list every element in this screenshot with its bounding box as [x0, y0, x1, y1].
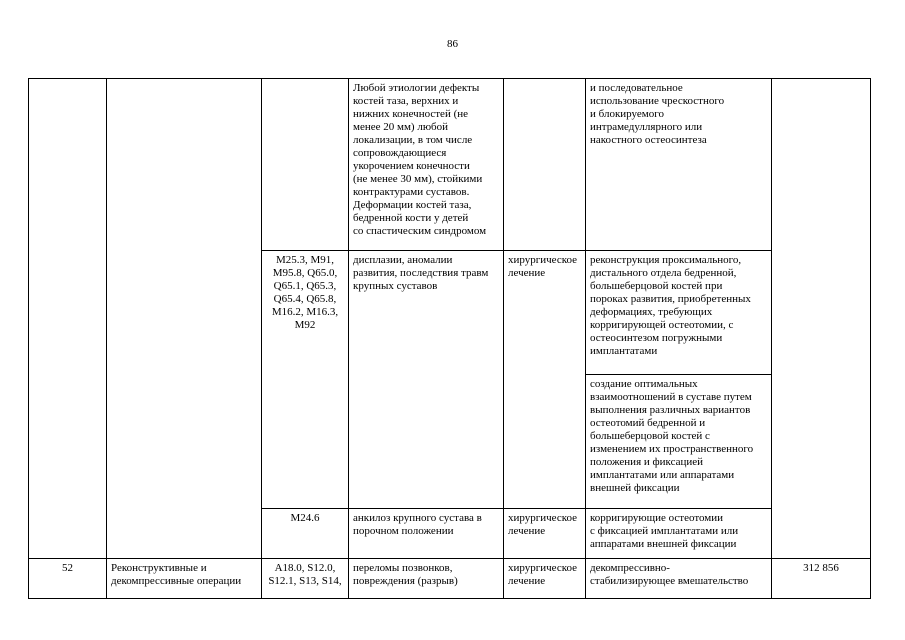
- cell-codes: M25.3, M91, M95.8, Q65.0, Q65.1, Q65.3, Q65.4, Q65.8, M16.2, M16.3, M92: [271, 254, 339, 331]
- cell-condition: переломы позвонков, повреждения (разрыв): [353, 562, 458, 587]
- cell-number: 52: [62, 562, 73, 574]
- cell-name: Реконструктивные и декомпрессивные операции: [111, 562, 242, 587]
- cell-condition: анкилоз крупного сустава в порочном положении: [353, 512, 482, 537]
- cell-cost-empty: [772, 79, 871, 559]
- cell-method: корригирующие остеотомии с фиксацией имплантатами или аппаратами внешней фиксации: [590, 512, 739, 550]
- cell-treatment: хирургическое лечение: [508, 512, 578, 537]
- cell-method: и последовательное использование чрескостного и блокируемого интрамедуллярного или накостного остеосинтеза: [590, 82, 725, 146]
- cell-cost: 312 856: [803, 562, 839, 574]
- cell-condition: Любой этиологии дефекты костей таза, верхних и нижних конечностей (не менее 20 мм) любой локализации, в том числе сопровождающиеся укорочением конечности (не менее 30 мм), стойкими контрактурами суставов. Деформации костей таза, бедренной кости у детей со спастическим синдромом: [353, 82, 487, 237]
- cell-method: создание оптимальных взаимоотношений в суставе путем выполнения различных вариантов остеотомий бедренной и большеберцовой костей с изменением их пространственного положения и фиксацией имплантатами или аппаратами внешней фиксации: [590, 378, 754, 494]
- cell-condition: дисплазии, аномалии развития, последствия травм крупных суставов: [353, 254, 489, 292]
- table-row: [29, 559, 871, 599]
- cell-treatment: хирургическое лечение: [508, 254, 578, 279]
- cell-number-empty: [29, 79, 107, 559]
- cell-treatment: хирургическое лечение: [508, 562, 578, 587]
- page-number: 86: [447, 38, 458, 50]
- cell-treatment-empty: [504, 79, 586, 251]
- cell-codes-empty: [262, 79, 349, 251]
- cell-codes: A18.0, S12.0, S12.1, S13, S14,: [268, 562, 342, 587]
- cell-name-empty: [107, 79, 262, 559]
- cell-method: декомпрессивно- стабилизирующее вмешательство: [590, 562, 749, 587]
- cell-method: реконструкция проксимального, дистального отдела бедренной, большеберцовой костей при пороках развития, приобретенных деформациях, требующих корригирующей остеотомии, с остеосинтезом погружными имплантатами: [590, 254, 751, 357]
- services-table: [28, 78, 871, 599]
- table-row: [29, 79, 871, 251]
- cell-codes: M24.6: [290, 512, 320, 524]
